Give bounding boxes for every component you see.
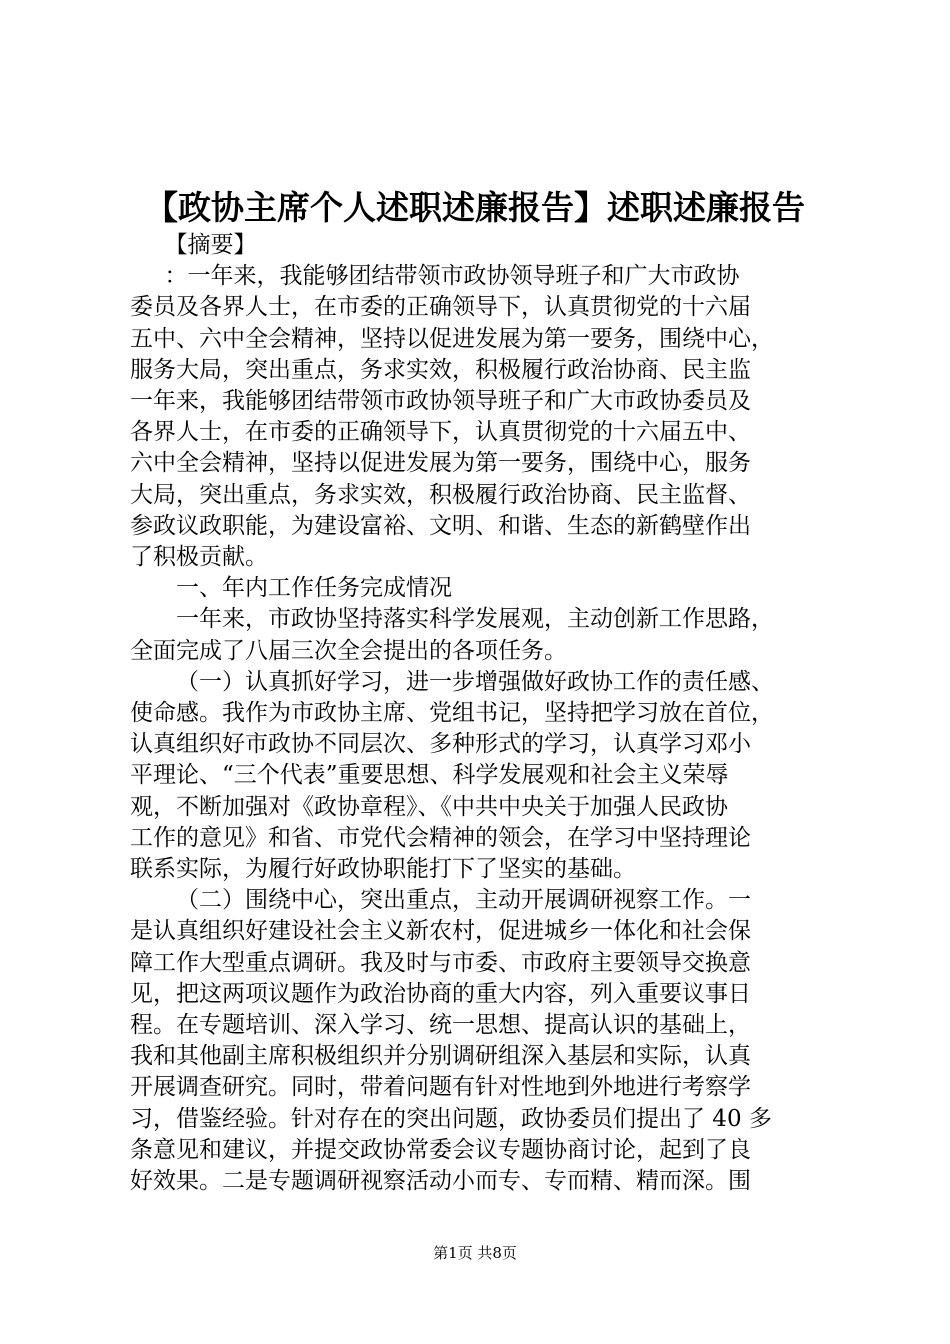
text-line: 大局，突出重点，务求实效，积极履行政治协商、民主监督、	[130, 481, 751, 508]
text-line: （一）认真抓好学习，进一步增强做好政协工作的责任感、	[176, 668, 774, 695]
page-number: 第1页 共8页	[433, 1244, 517, 1262]
text-line: 工作的意见》和省、市党代会精神的领会，在学习中坚持理论	[130, 824, 751, 851]
text-line: 开展调查研究。同时，带着问题有针对性地到外地进行考察学	[130, 1074, 751, 1101]
text-line: 联系实际，为履行好政协职能打下了坚实的基础。	[130, 856, 636, 883]
text-line: 障工作大型重点调研。我及时与市委、市政府主要领导交换意	[130, 949, 751, 976]
text-line: 委员及各界人士，在市委的正确领导下，认真贯彻党的十六届	[130, 294, 751, 321]
text-line: 好效果。二是专题调研视察活动小而专、专而精、精而深。围	[130, 1168, 751, 1195]
text-line: 服务大局，突出重点，务求实效，积极履行政治协商、民主监	[130, 356, 751, 383]
text-line: 观，不断加强对《政协章程》、《中共中央关于加强人民政协	[130, 793, 728, 820]
text-line: 使命感。我作为市政协主席、党组书记，坚持把学习放在首位，	[130, 700, 774, 727]
text-line: 一、年内工作任务完成情况	[176, 575, 452, 602]
text-line: 了积极贡献。	[130, 544, 268, 571]
text-line: 一年来，市政协坚持落实科学发展观，主动创新工作思路，	[176, 606, 774, 633]
text-line: 五中、六中全会精神，坚持以促进发展为第一要务，围绕中心，	[130, 325, 774, 352]
text-line: 全面完成了八届三次全会提出的各项任务。	[130, 637, 567, 664]
text-line: 是认真组织好建设社会主义新农村，促进城乡一体化和社会保	[130, 918, 751, 945]
text-line: 平理论、“三个代表”重要思想、科学发展观和社会主义荣辱	[130, 762, 729, 789]
text-line: 习，借鉴经验。针对存在的突出问题，政协委员们提出了 40 多	[130, 1105, 772, 1132]
text-line: 一年来，我能够团结带领市政协领导班子和广大市政协委员及	[130, 388, 751, 415]
text-line: 认真组织好市政协不同层次、多种形式的学习，认真学习邓小	[130, 731, 751, 758]
summary-heading: 【摘要】	[164, 232, 257, 258]
document-title: 【政协主席个人述职述廉报告】述职述廉报告	[145, 188, 805, 227]
text-line: 六中全会精神，坚持以促进发展为第一要务，围绕中心，服务	[130, 450, 751, 477]
text-line: ：一年来，我能够团结带领市政协领导班子和广大市政协	[164, 263, 740, 290]
text-line: 我和其他副主席积极组织并分别调研组深入基层和实际，认真	[130, 1043, 751, 1070]
document-body	[130, 230, 830, 1197]
text-line: 各界人士，在市委的正确领导下，认真贯彻党的十六届五中、	[130, 419, 751, 446]
text-line: 程。在专题培训、深入学习、统一思想、提高认识的基础上，	[130, 1012, 751, 1039]
text-line: 参政议政职能，为建设富裕、文明、和谐、生态的新鹤壁作出	[130, 512, 751, 539]
text-line: （二）围绕中心，突出重点，主动开展调研视察工作。一	[176, 887, 751, 914]
text-line: 见，把这两项议题作为政治协商的重大内容，列入重要议事日	[130, 980, 751, 1007]
text-line: 条意见和建议，并提交政协常委会议专题协商讨论，起到了良	[130, 1136, 751, 1163]
